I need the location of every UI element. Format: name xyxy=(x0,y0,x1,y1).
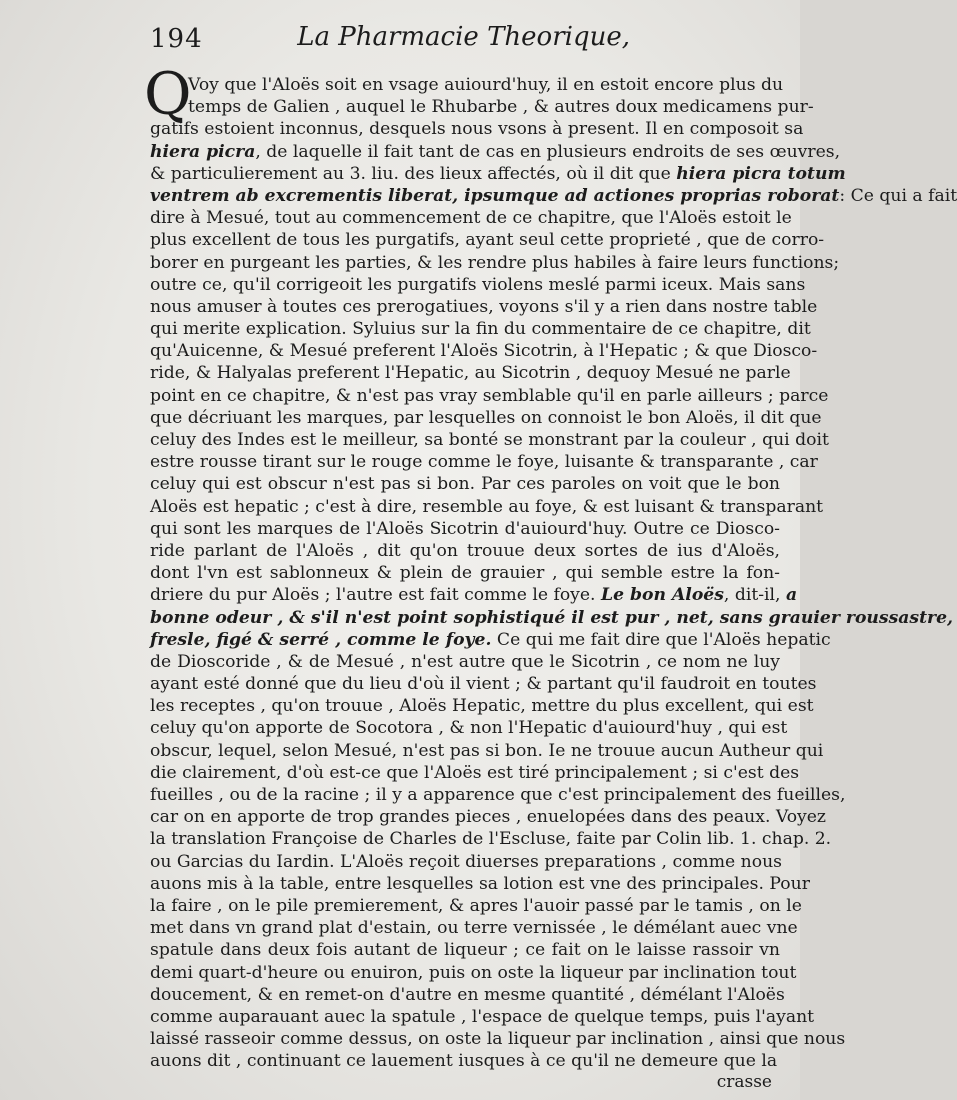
text-line xyxy=(150,185,957,207)
text-line xyxy=(150,141,841,163)
text-segment: laissé rasseoir comme dessus, on oste la liqueur par inclination , ainsi que nous xyxy=(150,1029,846,1050)
text-segment: Voy que l'Aloës soit en vsage auiourd'huy, il en estoit encore plus du xyxy=(188,75,784,95)
text-line xyxy=(150,385,829,407)
text-segment: ou Garcias du Iardin. L'Aloës reçoit diuerses preparations , comme nous xyxy=(150,851,782,872)
text-segment: la faire , on le pile premierement, & apres l'auoir passé par le tamis , on le xyxy=(150,895,802,916)
text-line xyxy=(150,473,780,495)
text-segment: comme auparauant auec la spatule , l'espace de quelque temps, puis l'ayant xyxy=(150,1006,815,1027)
text-segment: qui merite explication. Syluius sur la fin du commentaire de ce chapitre, dit xyxy=(150,319,811,340)
text-line xyxy=(150,296,818,318)
text-line xyxy=(150,939,780,961)
text-line xyxy=(150,873,810,895)
text-segment: ride, & Halyalas preferent l'Hepatic, au Sicotrin , dequoy Mesué ne parle xyxy=(150,363,791,384)
text-segment: demi quart-d'heure ou enuiron, puis on oste la liqueur par inclination tout xyxy=(150,962,797,983)
running-title: La Pharmacie Theorique, xyxy=(297,22,630,52)
text-line xyxy=(150,984,785,1006)
text-segment: : Ce qui a fait xyxy=(839,185,957,206)
text-segment: & particulierement au 3. liu. des lieux affectés, où il dit que xyxy=(150,163,677,184)
text-segment: auons mis à la table, entre lesquelles sa lotion est vne des principales. Pour xyxy=(150,873,810,894)
text-segment: nous amuser à toutes ces prerogatiues, voyons s'il y a rien dans nostre table xyxy=(150,296,818,317)
text-segment: dont l'vn est sablonneux & plein de grauier , qui semble estre la fon- xyxy=(150,563,780,584)
text-segment: borer en purgeant les parties, & les rendre plus habiles à faire leurs functions; xyxy=(150,252,840,273)
text-line xyxy=(150,118,804,140)
text-segment: plus excellent de tous les purgatifs, ayant seul cette proprieté , que de corro- xyxy=(150,230,825,251)
text-line xyxy=(150,274,806,296)
text-line xyxy=(150,518,780,540)
text-line xyxy=(150,651,780,673)
italic-segment: fresle, figé & serré , comme le foye. xyxy=(150,629,492,650)
text-line xyxy=(150,917,798,939)
text-segment: die clairement, d'où est-ce que l'Aloës est tiré principalement ; si c'est des xyxy=(150,762,800,783)
text-line xyxy=(150,695,814,717)
italic-segment: bonne odeur , & s'il n'est point sophistiqué il est pur , net, sans grauier roussastre, xyxy=(150,607,953,628)
text-segment: que décriuant les marques, par lesquelles on connoist le bon Aloës, il dit que xyxy=(150,407,822,428)
text-segment: doucement, & en remet-on d'autre en mesme quantité , démélant l'Aloës xyxy=(150,984,785,1005)
page-header xyxy=(150,22,630,56)
text-line xyxy=(150,895,802,917)
text-line xyxy=(150,607,953,629)
text-segment: ride parlant de l'Aloës , dit qu'on trouue deux sortes de ius d'Aloës, xyxy=(150,540,780,561)
text-line xyxy=(150,451,818,473)
text-segment: , dit-il, xyxy=(723,585,786,606)
text-line xyxy=(150,562,780,584)
text-segment: obscur, lequel, selon Mesué, n'est pas si bon. Ie ne trouue aucun Autheur qui xyxy=(150,740,824,761)
text-segment: celuy qu'on apporte de Socotora , & non l'Hepatic d'auiourd'huy , qui est xyxy=(150,718,788,739)
italic-segment: Le bon Aloës xyxy=(600,585,724,606)
text-line xyxy=(150,762,800,784)
text-line xyxy=(150,962,797,984)
text-segment: , de laquelle il fait tant de cas en plusieurs endroits de ses œuvres, xyxy=(255,141,841,162)
text-line xyxy=(150,318,811,340)
text-line xyxy=(150,229,825,251)
text-line xyxy=(150,163,846,185)
text-line xyxy=(150,629,831,651)
text-segment: ayant esté donné que du lieu d'où il vient ; & partant qu'il faudroit en toutes xyxy=(150,674,817,695)
body-text xyxy=(144,60,957,1072)
page-number: 194 xyxy=(150,24,203,54)
text-line xyxy=(150,1006,815,1028)
text-segment: spatule dans deux fois autant de liqueur ; ce fait on le laisse rassoir vn xyxy=(150,940,780,961)
text-line xyxy=(150,806,826,828)
text-line xyxy=(150,1050,780,1072)
text-segment: qu'Auicenne, & Mesué preferent l'Aloës Sicotrin, à l'Hepatic ; & que Dioscо- xyxy=(150,341,818,362)
text-segment: de Dioscoride , & de Mesué , n'est autre que le Sicotrin , ce nom ne luy xyxy=(150,651,780,672)
text-segment: celuy qui est obscur n'est pas si bon. Par ces paroles on voit que le bon xyxy=(150,474,780,495)
text-segment: met dans vn grand plat d'estain, ou terre vernissée , le démélant auec vne xyxy=(150,918,798,939)
text-line xyxy=(150,851,780,873)
text-line xyxy=(150,96,814,118)
text-line xyxy=(150,784,846,806)
italic-segment: ventrem ab excrementis liberat, ipsumque ad actiones proprias roborat xyxy=(150,185,840,206)
text-line xyxy=(150,673,817,695)
text-segment: driere du pur Aloës ; l'autre est fait comme le foye. xyxy=(150,585,601,606)
text-segment: estre rousse tirant sur le rouge comme le foye, luisante & transparante , car xyxy=(150,452,818,473)
text-line xyxy=(150,496,824,518)
text-segment: les receptes , qu'on trouue , Aloës Hepatic, mettre du plus excellent, qui est xyxy=(150,696,814,717)
text-segment: car on en apporte de trop grandes pieces , enuelopées dans des peaux. Voyez xyxy=(150,807,826,828)
text-segment: Ce qui me fait dire que l'Aloës hepatic xyxy=(491,629,831,650)
italic-segment: hiera picra xyxy=(150,141,256,162)
text-segment: gatifs estoient inconnus, desquels nous vsons à present. Il en composoit sa xyxy=(150,119,804,140)
text-line xyxy=(150,74,784,96)
text-line xyxy=(150,740,824,762)
text-line xyxy=(150,1028,846,1050)
drop-cap: Q xyxy=(144,60,192,128)
catchword: crasse xyxy=(716,1072,772,1092)
italic-segment: hiera picra totum xyxy=(676,163,846,184)
text-segment: fueilles , ou de la racine ; il y a apparence que c'est principalement des fueilles, xyxy=(150,785,846,805)
text-line xyxy=(150,362,791,384)
text-line xyxy=(150,207,792,229)
text-segment: celuy des Indes est le meilleur, sa bonté se monstrant par la couleur , qui doit xyxy=(150,430,829,450)
text-segment: auons dit , continuant ce lauement iusques à ce qu'il ne demeure que la xyxy=(150,1051,778,1072)
italic-segment: a xyxy=(785,585,798,606)
text-segment: Aloës est hepatic ; c'est à dire, resemble au foye, & est luisant & transparant xyxy=(150,496,824,517)
text-segment: temps de Galien , auquel le Rhubarbe , & autres doux medicamens pur- xyxy=(188,97,814,118)
text-line xyxy=(150,540,780,562)
text-line xyxy=(150,717,788,739)
text-line xyxy=(150,407,822,429)
text-segment: point en ce chapitre, & n'est pas vray semblable qu'il en parle ailleurs ; parce xyxy=(150,385,829,406)
text-line xyxy=(150,584,798,606)
text-segment: qui sont les marques de l'Aloës Sicotrin d'auiourd'huy. Outre ce Diosco- xyxy=(150,518,780,539)
text-segment: outre ce, qu'il corrigeoit les purgatifs violens meslé parmi iceux. Mais sans xyxy=(150,274,806,295)
text-segment: dire à Mesué, tout au commencement de ce chapitre, que l'Aloës estoit le xyxy=(150,208,792,229)
text-line xyxy=(150,252,840,274)
text-line xyxy=(150,828,832,850)
text-line xyxy=(150,340,818,362)
text-segment: la translation Françoise de Charles de l'Esclusе, faite par Colin lib. 1. chap. 2. xyxy=(150,829,832,850)
text-line xyxy=(150,429,829,451)
